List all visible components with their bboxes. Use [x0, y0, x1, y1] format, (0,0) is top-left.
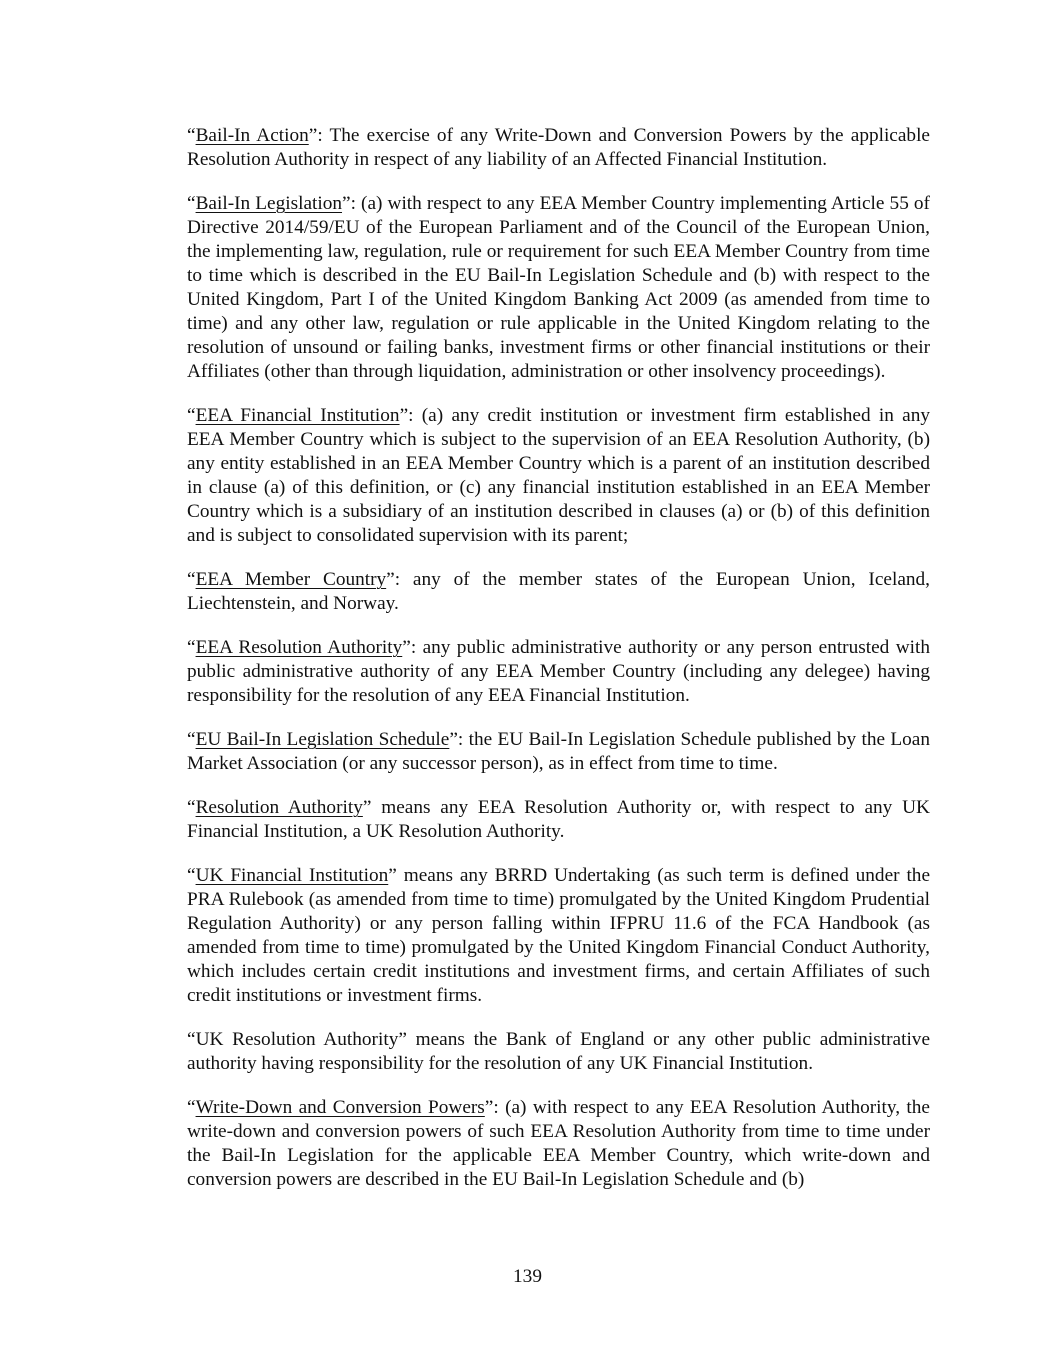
close-quote: ” — [484, 1097, 494, 1118]
close-quote: ” — [402, 637, 411, 658]
definition-uk-resolution-authority — [187, 1028, 930, 1076]
close-quote: ” — [388, 865, 397, 886]
open-quote: “ — [187, 1097, 196, 1118]
definition-body: : (a) with respect to any EEA Resolution Authority, the write-down and conversion powers of such EEA Resolution Authority from time to time under the Bail-In Legislation for the applicable EEA Member Country, which write-down and conversion powers are described in the EU Bail-In Legislation Schedule and (b) — [187, 1097, 930, 1190]
open-quote: “ — [187, 193, 196, 214]
close-quote: ” — [449, 729, 458, 750]
defined-term: EU Bail-In Legislation Schedule — [195, 729, 450, 750]
open-quote: “ — [187, 405, 196, 426]
definition-body: : The exercise of any Write-Down and Conversion Powers by the applicable Resolution Authority in respect of any liability of an Affected Financial Institution. — [187, 125, 930, 170]
close-quote: ” — [398, 1029, 407, 1050]
close-quote: ” — [399, 405, 409, 426]
definition-body: means any BRRD Undertaking (as such term is defined under the PRA Rulebook (as amended from time to time) promulgated by the United Kingdom Prudential Regulation Authority) or any person falling within IFPRU 11.6 of the FCA Handbook (as amended from time to time) promulgated by the United Kingdom Financial Conduct Authority, which includes certain credit institutions and investment firms, and certain Affiliates of such credit institutions or investment firms. — [187, 865, 931, 1006]
close-quote: ” — [308, 125, 318, 146]
definition-bail-in-action — [187, 124, 930, 172]
definition-body: means any EEA Resolution Authority or, with respect to any UK Financial Institution, a UK Resolution Authority. — [187, 797, 930, 842]
close-quote: ” — [362, 797, 372, 818]
definition-body: : (a) with respect to any EEA Member Country implementing Article 55 of Directive 2014/59/EU of the European Parliament and of the Council of the European Union, the implementing law, regulation, rule or requirement for such EEA Member Country from time to time which is described in the EU Bail-In Legislation Schedule and (b) with respect to the United Kingdom, Part I of the United Kingdom Banking Act 2009 (as amended from time to time) and any other law, regulation or rule applicable in the United Kingdom relating to the resolution of unsound or failing banks, investment firms or other financial institutions or their Affiliates (other than through liquidation, administration or other insolvency proceedings). — [187, 193, 930, 382]
definition-body: : any of the member states of the European Union, Iceland, Liechtenstein, and Norway. — [187, 569, 930, 614]
definition-body: means the Bank of England or any other public administrative authority having responsibility for the resolution of any UK Financial Institution. — [187, 1029, 931, 1074]
definition-body: : any public administrative authority or any person entrusted with public administrative authority of any EEA Member Country (including any delegee) having responsibility for the resolution of any EEA Financial Institution. — [187, 637, 930, 706]
defined-term: Bail-In Legislation — [195, 193, 343, 214]
open-quote: “ — [187, 865, 196, 886]
defined-term: EEA Financial Institution — [195, 405, 400, 426]
open-quote: “ — [187, 569, 196, 590]
definition-eea-member-country — [187, 568, 930, 616]
open-quote: “ — [187, 797, 196, 818]
defined-term: UK Resolution Authority — [195, 1029, 399, 1050]
definition-eea-financial-institution — [187, 404, 930, 548]
defined-term: Bail-In Action — [195, 125, 309, 146]
definition-body: : (a) any credit institution or investment firm established in any EEA Member Country which is subject to the supervision of an EEA Resolution Authority, (b) any entity established in an EEA Member Country which is a parent of an institution described in clause (a) of this definition, or (c) any financial institution established in an EEA Member Country which is a subsidiary of an institution described in clauses (a) or (b) of this definition and is subject to consolidated supervision with its parent; — [187, 405, 930, 546]
definition-body: : the EU Bail-In Legislation Schedule published by the Loan Market Association (or any successor person), as in effect from time to time. — [187, 729, 931, 774]
defined-term: UK Financial Institution — [195, 865, 389, 886]
page-number: 139 — [513, 1266, 542, 1287]
close-quote: ” — [342, 193, 351, 214]
definition-resolution-authority — [187, 796, 930, 844]
definition-eea-resolution-authority — [187, 636, 930, 708]
definition-bail-in-legislation — [187, 192, 930, 384]
definition-uk-financial-institution — [187, 864, 930, 1008]
close-quote: ” — [386, 569, 395, 590]
document-page — [187, 124, 930, 1212]
open-quote: “ — [187, 125, 196, 146]
open-quote: “ — [187, 729, 196, 750]
defined-term: Write-Down and Conversion Powers — [195, 1097, 485, 1118]
open-quote: “ — [187, 1029, 196, 1050]
defined-term: EEA Resolution Authority — [195, 637, 403, 658]
defined-term: Resolution Authority — [195, 797, 363, 818]
open-quote: “ — [187, 637, 196, 658]
defined-term: EEA Member Country — [195, 569, 387, 590]
definition-write-down-and-conversion-powers — [187, 1096, 930, 1192]
definition-eu-bail-in-legislation-schedule — [187, 728, 930, 776]
